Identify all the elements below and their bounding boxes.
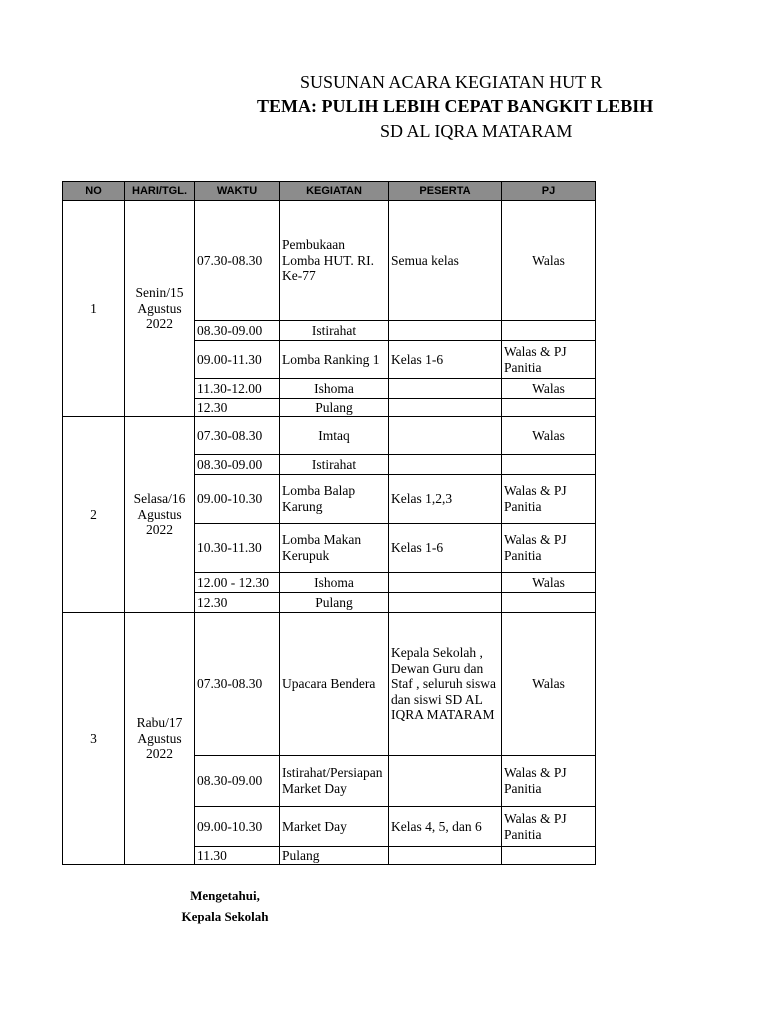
cell-time: 07.30-08.30 <box>195 417 280 455</box>
signature-principal: Kepala Sekolah <box>181 909 269 924</box>
cell-participants: Semua kelas <box>389 201 502 321</box>
table-header-row <box>63 182 596 201</box>
cell-pj: Walas & PJ Panitia <box>502 807 596 847</box>
cell-activity: Imtaq <box>280 417 389 455</box>
school-name: SD AL IQRA MATARAM <box>380 121 573 141</box>
cell-participants <box>389 321 502 341</box>
cell-participants <box>389 417 502 455</box>
cell-time: 10.30-11.30 <box>195 524 280 573</box>
table-row <box>63 613 596 756</box>
cell-activity: Ishoma <box>280 379 389 399</box>
cell-pj: Walas & PJ Panitia <box>502 341 596 379</box>
cell-activity: Istirahat <box>280 321 389 341</box>
cell-pj: Walas & PJ Panitia <box>502 524 596 573</box>
cell-participants: Kelas 1,2,3 <box>389 475 502 524</box>
cell-pj <box>502 847 596 865</box>
cell-day: Rabu/17 Agustus 2022 <box>125 613 195 865</box>
cell-time: 09.00-11.30 <box>195 341 280 379</box>
cell-pj: Walas & PJ Panitia <box>502 756 596 807</box>
cell-day: Senin/15 Agustus 2022 <box>125 201 195 417</box>
cell-time: 08.30-09.00 <box>195 756 280 807</box>
cell-activity: Pulang <box>280 847 389 865</box>
cell-no: 1 <box>63 201 125 417</box>
cell-pj <box>502 455 596 475</box>
signature-acknowledged: Mengetahui, <box>190 888 260 903</box>
column-header-participants: PESERTA <box>389 182 502 201</box>
cell-time: 11.30 <box>195 847 280 865</box>
column-header-no: NO <box>63 182 125 201</box>
cell-time: 09.00-10.30 <box>195 475 280 524</box>
table-row <box>63 201 596 321</box>
column-header-activity: KEGIATAN <box>280 182 389 201</box>
cell-time: 12.00 - 12.30 <box>195 573 280 593</box>
cell-activity: Pembukaan Lomba HUT. RI. Ke-77 <box>280 201 389 321</box>
cell-pj: Walas <box>502 573 596 593</box>
cell-participants <box>389 399 502 417</box>
cell-pj: Walas <box>502 379 596 399</box>
column-header-day: HARI/TGL. <box>125 182 195 201</box>
cell-pj <box>502 593 596 613</box>
cell-participants <box>389 847 502 865</box>
cell-pj: Walas <box>502 613 596 756</box>
cell-participants: Kelas 1-6 <box>389 341 502 379</box>
cell-pj <box>502 321 596 341</box>
cell-pj: Walas <box>502 417 596 455</box>
document-title: SUSUNAN ACARA KEGIATAN HUT R <box>300 72 603 92</box>
cell-participants: Kepala Sekolah , Dewan Guru dan Staf , seluruh siswa dan siswi SD AL IQRA MATARAM <box>389 613 502 756</box>
cell-time: 11.30-12.00 <box>195 379 280 399</box>
cell-time: 08.30-09.00 <box>195 455 280 475</box>
cell-time: 09.00-10.30 <box>195 807 280 847</box>
cell-participants <box>389 756 502 807</box>
cell-activity: Market Day <box>280 807 389 847</box>
column-header-pj: PJ <box>502 182 596 201</box>
cell-no: 3 <box>63 613 125 865</box>
cell-participants: Kelas 4, 5, dan 6 <box>389 807 502 847</box>
cell-activity: Upacara Bendera <box>280 613 389 756</box>
cell-activity: Lomba Ranking 1 <box>280 341 389 379</box>
cell-participants <box>389 573 502 593</box>
cell-time: 07.30-08.30 <box>195 201 280 321</box>
document-theme: TEMA: PULIH LEBIH CEPAT BANGKIT LEBIH <box>257 96 654 116</box>
cell-participants <box>389 379 502 399</box>
cell-time: 12.30 <box>195 593 280 613</box>
cell-time: 07.30-08.30 <box>195 613 280 756</box>
cell-activity: Istirahat/Persiapan Market Day <box>280 756 389 807</box>
cell-time: 08.30-09.00 <box>195 321 280 341</box>
cell-activity: Lomba Balap Karung <box>280 475 389 524</box>
cell-time: 12.30 <box>195 399 280 417</box>
cell-participants <box>389 455 502 475</box>
column-header-time: WAKTU <box>195 182 280 201</box>
table-row <box>63 417 596 455</box>
cell-participants <box>389 593 502 613</box>
cell-pj <box>502 399 596 417</box>
cell-pj: Walas & PJ Panitia <box>502 475 596 524</box>
cell-no: 2 <box>63 417 125 613</box>
cell-activity: Pulang <box>280 593 389 613</box>
cell-activity: Pulang <box>280 399 389 417</box>
schedule-table <box>62 181 596 865</box>
cell-activity: Istirahat <box>280 455 389 475</box>
cell-day: Selasa/16 Agustus 2022 <box>125 417 195 613</box>
cell-activity: Ishoma <box>280 573 389 593</box>
cell-activity: Lomba Makan Kerupuk <box>280 524 389 573</box>
cell-participants: Kelas 1-6 <box>389 524 502 573</box>
cell-pj: Walas <box>502 201 596 321</box>
